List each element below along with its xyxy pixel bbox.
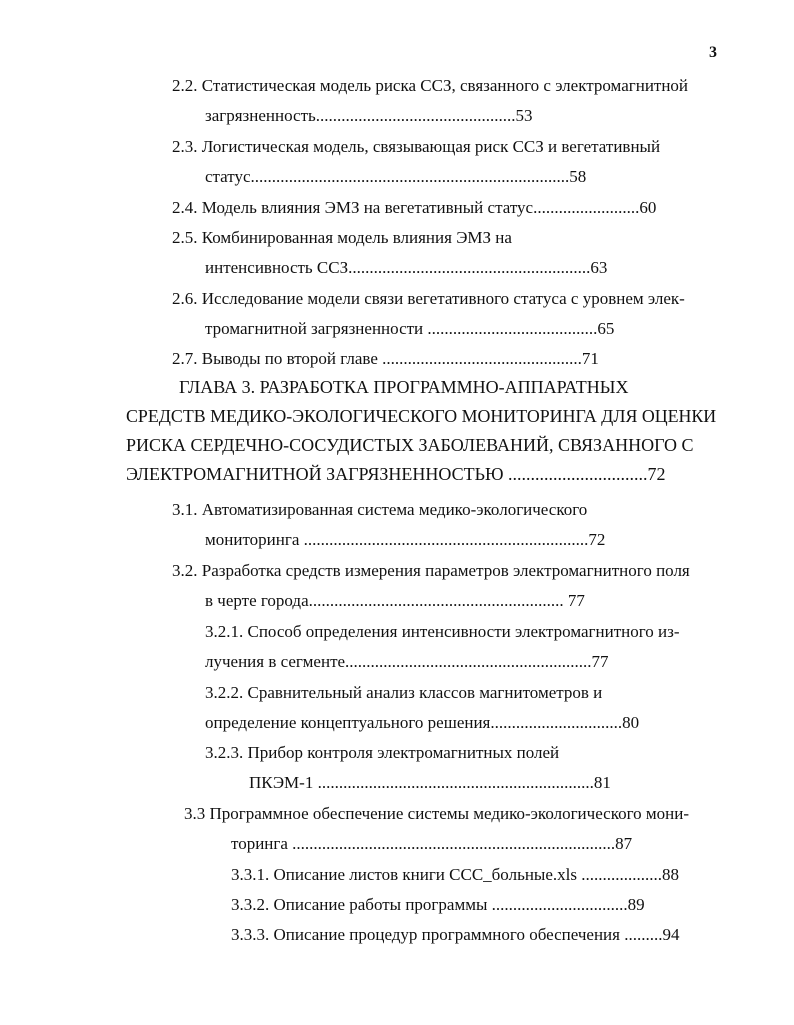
toc-entry-2-5-cont: интенсивность ССЗ.........................................................63 <box>205 258 608 277</box>
toc-entry-3-2-1: 3.2.1. Способ определения интенсивности электромагнитного из- <box>205 622 680 641</box>
toc-entry-2-5: 2.5. Комбинированная модель влияния ЭМЗ на <box>172 228 512 247</box>
toc-chapter-3-line-1: ГЛАВА 3. РАЗРАБОТКА ПРОГРАММНО-АППАРАТНЫХ <box>179 377 629 397</box>
toc-entry-3-2-1-cont: лучения в сегменте..........................................................77 <box>205 652 609 671</box>
toc-chapter-3-line-4: ЭЛЕКТРОМАГНИТНОЙ ЗАГРЯЗНЕННОСТЬЮ ...............................72 <box>126 464 666 484</box>
toc-entry-3-3-2: 3.3.2. Описание работы программы ................................89 <box>231 895 645 914</box>
toc-entry-3-2-3-cont: ПКЭМ-1 .................................................................81 <box>249 773 611 792</box>
toc-entry-2-2-cont: загрязненность...............................................53 <box>205 106 533 125</box>
toc-entry-3-1-cont: мониторинга ...................................................................72 <box>205 530 606 549</box>
toc-entry-2-6-cont: тромагнитной загрязненности ........................................65 <box>205 319 615 338</box>
toc-entry-3-3-3: 3.3.3. Описание процедур программного обеспечения .........94 <box>231 925 680 944</box>
toc-entry-2-3-cont: статус...........................................................................58 <box>205 167 587 186</box>
toc-entry-2-7: 2.7. Выводы по второй главе ...............................................71 <box>172 349 599 368</box>
toc-entry-3-3: 3.3 Программное обеспечение системы медико-экологического мони- <box>184 804 690 823</box>
toc-entry-3-2-2-cont: определение концептуального решения...............................80 <box>205 713 640 732</box>
toc-entry-3-3-1: 3.3.1. Описание листов книги ССС_больные.xls ...................88 <box>231 865 679 884</box>
toc-entry-3-2-3: 3.2.3. Прибор контроля электромагнитных полей <box>205 743 560 762</box>
toc-entry-3-2: 3.2. Разработка средств измерения параметров электромагнитного поля <box>172 561 690 580</box>
page-number: 3 <box>709 44 717 61</box>
toc-entry-3-2-2: 3.2.2. Сравнительный анализ классов магнитометров и <box>205 683 603 702</box>
toc-entry-3-1: 3.1. Автоматизированная система медико-экологического <box>172 500 588 519</box>
toc-entry-2-3: 2.3. Логистическая модель, связывающая риск ССЗ и вегетативный <box>172 137 661 156</box>
toc-entry-3-2-cont: в черте города............................................................ 77 <box>205 591 585 610</box>
toc-chapter-3-line-2: СРЕДСТВ МЕДИКО-ЭКОЛОГИЧЕСКОГО МОНИТОРИНГА ДЛЯ ОЦЕНКИ <box>126 406 717 426</box>
toc-chapter-3-line-3: РИСКА СЕРДЕЧНО-СОСУДИСТЫХ ЗАБОЛЕВАНИЙ, СВЯЗАННОГО С <box>126 435 694 455</box>
toc-entry-2-4: 2.4. Модель влияния ЭМЗ на вегетативный статус.........................60 <box>172 198 657 217</box>
toc-entry-3-3-cont: торинга ............................................................................87 <box>231 834 633 853</box>
toc-entry-2-6: 2.6. Исследование модели связи вегетативного статуса с уровнем элек- <box>172 289 685 308</box>
toc-entry-2-2: 2.2. Статистическая модель риска ССЗ, связанного с электромагнитной <box>172 76 689 95</box>
